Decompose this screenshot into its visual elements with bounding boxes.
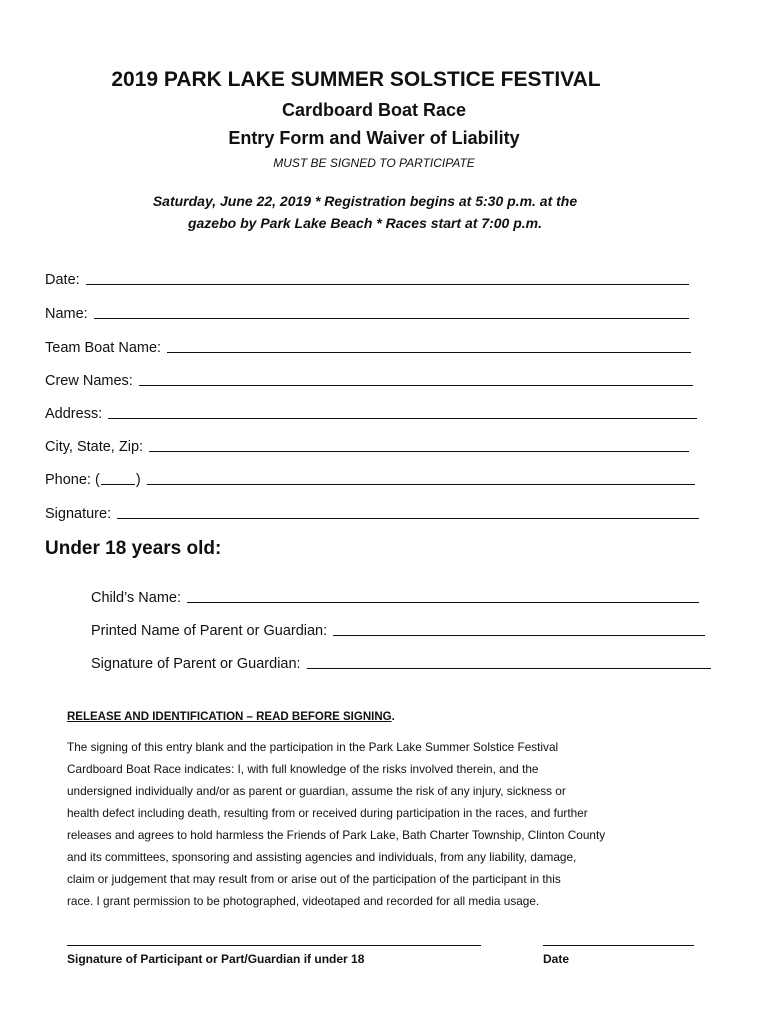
crew-names-label: Crew Names: bbox=[45, 373, 133, 389]
date-line[interactable] bbox=[86, 272, 689, 285]
date-field[interactable] bbox=[45, 268, 689, 288]
crew-names-field[interactable] bbox=[45, 369, 693, 389]
participant-signature-line[interactable] bbox=[67, 945, 481, 946]
name-field[interactable] bbox=[45, 302, 689, 322]
name-line[interactable] bbox=[94, 306, 689, 319]
phone-label-open: Phone: ( bbox=[45, 472, 100, 488]
city-state-zip-label: City, State, Zip: bbox=[45, 439, 144, 455]
parent-signature-field[interactable] bbox=[91, 652, 711, 672]
signature-line[interactable] bbox=[117, 506, 699, 519]
child-name-line[interactable] bbox=[187, 590, 699, 603]
release-line: health defect including death, resulting from or received during participation in the races, and further bbox=[67, 806, 588, 820]
form-subtitle: Entry Form and Waiver of Liability bbox=[228, 128, 520, 148]
child-name-label: Child’s Name: bbox=[91, 590, 181, 606]
festival-title: 2019 PARK LAKE SUMMER SOLSTICE FESTIVAL bbox=[111, 68, 601, 91]
city-state-zip-field[interactable] bbox=[45, 435, 689, 455]
release-heading-text: RELEASE AND IDENTIFICATION – READ BEFORE SIGNING bbox=[67, 711, 392, 723]
parent-name-line[interactable] bbox=[333, 623, 705, 636]
release-heading-period: . bbox=[391, 711, 395, 723]
date-label: Date: bbox=[45, 272, 80, 288]
signature-date-line[interactable] bbox=[543, 945, 694, 946]
release-line: and its committees, sponsoring and assisting agencies and individuals, from any liability, damage, bbox=[67, 850, 577, 864]
name-label: Name: bbox=[45, 306, 88, 322]
city-state-zip-line[interactable] bbox=[149, 439, 689, 452]
area-code-line[interactable] bbox=[101, 472, 135, 485]
release-line: race. I grant permission to be photographed, videotaped and recorded for all media usage. bbox=[67, 894, 540, 908]
child-name-field[interactable] bbox=[91, 586, 699, 606]
address-field[interactable] bbox=[45, 402, 697, 422]
release-text bbox=[67, 736, 707, 912]
release-heading bbox=[67, 711, 395, 723]
event-info-line-1: Saturday, June 22, 2019 * Registration begins at 5:30 p.m. at the bbox=[152, 193, 578, 209]
parent-name-label: Printed Name of Parent or Guardian: bbox=[91, 623, 328, 639]
signature-field[interactable] bbox=[45, 502, 699, 522]
participant-signature-label: Signature of Participant or Part/Guardian if under 18 bbox=[67, 952, 365, 966]
signature-label: Signature: bbox=[45, 506, 112, 522]
race-subtitle: Cardboard Boat Race bbox=[281, 100, 467, 120]
event-info-line-2: gazebo by Park Lake Beach * Races start at 7:00 p.m. bbox=[187, 215, 543, 231]
parent-signature-label: Signature of Parent or Guardian: bbox=[91, 656, 301, 672]
address-line[interactable] bbox=[108, 406, 697, 419]
release-line: The signing of this entry blank and the participation in the Park Lake Summer Solstice Festival bbox=[67, 740, 559, 754]
phone-line[interactable] bbox=[147, 472, 695, 485]
release-line: Cardboard Boat Race indicates: I, with full knowledge of the risks involved therein, and the bbox=[67, 762, 539, 776]
crew-names-line[interactable] bbox=[139, 373, 693, 386]
release-line: undersigned individually and/or as parent or guardian, assume the risk of any injury, sickness or bbox=[67, 784, 566, 798]
phone-field[interactable] bbox=[45, 468, 695, 488]
phone-label-close: ) bbox=[135, 472, 141, 488]
signature-date-label: Date bbox=[543, 952, 570, 966]
release-line: releases and agrees to hold harmless the Friends of Park Lake, Bath Charter Township, Clinton County bbox=[67, 828, 606, 842]
release-line: claim or judgement that may result from or arise out of the participation of the participant in this bbox=[67, 872, 561, 886]
team-boat-name-field[interactable] bbox=[45, 336, 691, 356]
team-boat-name-label: Team Boat Name: bbox=[45, 340, 162, 356]
address-label: Address: bbox=[45, 406, 103, 422]
parent-signature-line[interactable] bbox=[307, 656, 711, 669]
phone-label bbox=[45, 472, 147, 488]
under-18-heading: Under 18 years old: bbox=[45, 538, 222, 559]
team-boat-name-line[interactable] bbox=[167, 340, 691, 353]
parent-name-field[interactable] bbox=[91, 619, 705, 639]
must-sign-note: MUST BE SIGNED TO PARTICIPATE bbox=[273, 156, 475, 170]
